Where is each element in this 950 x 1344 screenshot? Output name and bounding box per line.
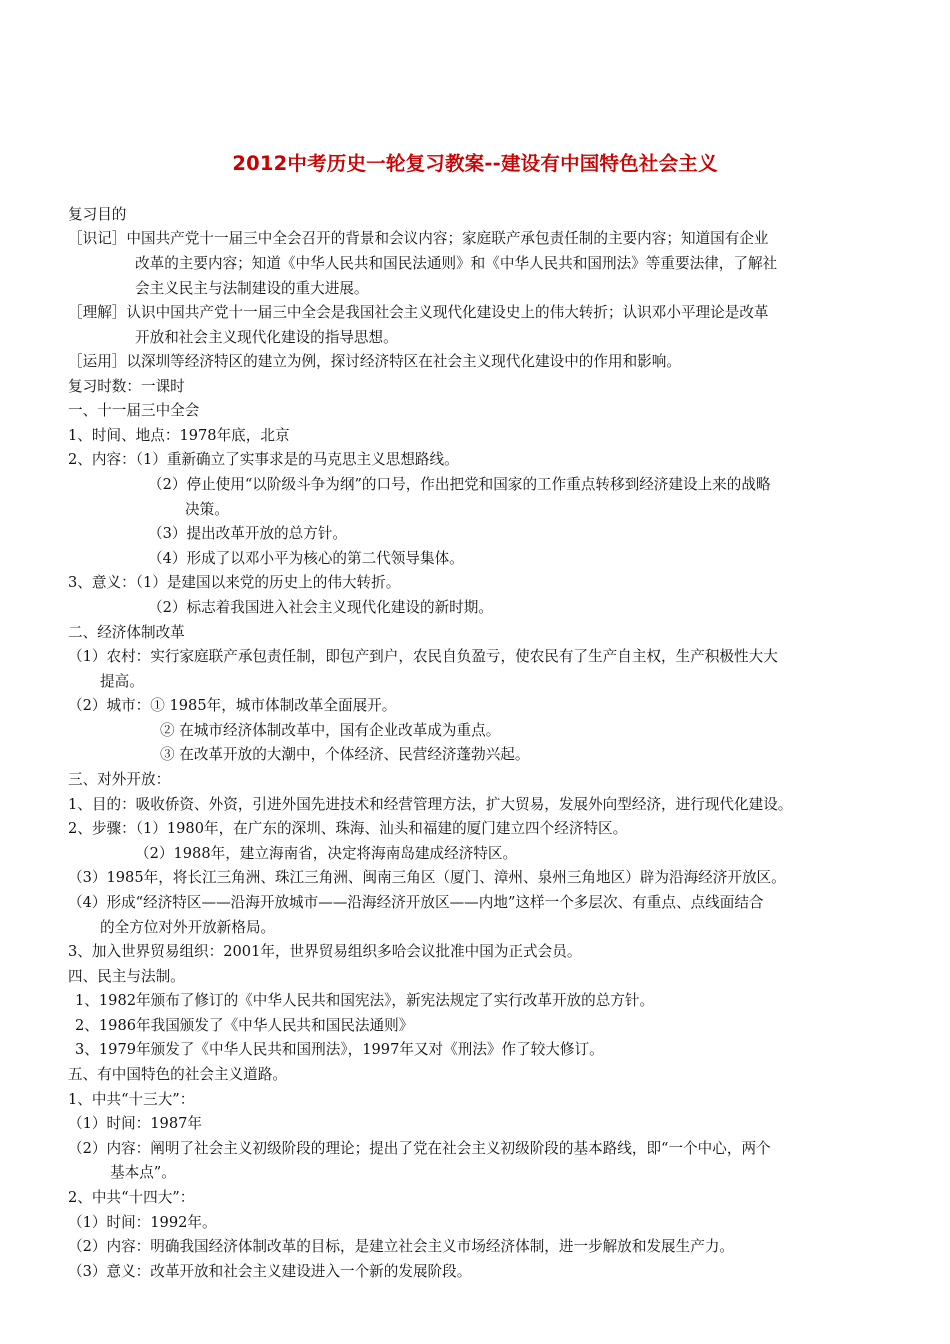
line-law-2: 2、1986年我国颁发了《中华人民共和国民法通则》 [75, 1017, 414, 1034]
line-opening-purpose: 1、目的：吸收侨资、外资，引进外国先进技术和经营管理方法，扩大贸易，发展外向型经济，进行现代化建设。 [68, 796, 793, 813]
line-wto: 3、加入世界贸易组织：2001年，世界贸易组织多哈会议批准中国为正式会员。 [68, 943, 582, 960]
section-heading-3: 三、对外开放： [68, 771, 171, 788]
line-memorize: ［识记］中国共产党十一届三中全会召开的背景和会议内容；家庭联产承包责任制的主要内容；知道国有企业 [68, 230, 769, 247]
line-steps-3: （3）1985年，将长江三角洲、珠江三角洲、闽南三角区（厦门、漳州、泉州三角地区）辟为沿海经济开放区。 [68, 869, 786, 886]
section-heading-5: 五、有中国特色的社会主义道路。 [68, 1066, 287, 1083]
line-apply: ［运用］以深圳等经济特区的建立为例，探讨经济特区在社会主义现代化建设中的作用和影响。 [68, 353, 681, 370]
line-13th-congress: 1、中共“十三大”： [68, 1091, 195, 1108]
line-time-place: 1、时间、地点：1978年底，北京 [68, 427, 290, 444]
line-urban-3: ③ 在改革开放的大潮中，个体经济、民营经济蓬勃兴起。 [160, 746, 530, 763]
line-urban-1: （2）城市：① 1985年，城市体制改革全面展开。 [68, 697, 397, 714]
line-review-purpose: 复习目的 [68, 206, 127, 223]
document-title: 2012中考历史一轮复习教案--建设有中国特色社会主义 [232, 152, 718, 175]
line-steps-4: （4）形成“经济特区——沿海开放城市——沿海经济开放区——内地”这样一个多层次、有重点、点线面结合 [68, 894, 764, 911]
line-13th-time: （1）时间：1987年 [68, 1115, 202, 1132]
line-significance-2: （2）标志着我国进入社会主义现代化建设的新时期。 [148, 599, 493, 616]
line-14th-significance: （3）意义：改革开放和社会主义建设进入一个新的发展阶段。 [68, 1263, 472, 1280]
line-content-4: （4）形成了以邓小平为核心的第二代领导集体。 [148, 550, 464, 567]
section-heading-1: 一、十一届三中全会 [68, 402, 200, 419]
line-rural-cont: 提高。 [100, 673, 144, 690]
section-heading-4: 四、民主与法制。 [68, 968, 185, 985]
line-13th-content-cont: 基本点”。 [110, 1164, 176, 1181]
line-understand: ［理解］认识中国共产党十一届三中全会是我国社会主义现代化建设史上的伟大转折；认识邓小平理论是改革 [68, 304, 769, 321]
line-steps-1: 2、步骤：（1）1980年，在广东的深圳、珠海、汕头和福建的厦门建立四个经济特区。 [68, 820, 628, 837]
line-memorize-cont2: 会主义民主与法制建设的重大进展。 [135, 280, 369, 297]
line-steps-4-cont: 的全方位对外开放新格局。 [100, 919, 276, 936]
line-urban-2: ② 在城市经济体制改革中，国有企业改革成为重点。 [160, 722, 501, 739]
line-14th-time: （1）时间：1992年。 [68, 1214, 217, 1231]
line-content-2: （2）停止使用“以阶级斗争为纲”的口号，作出把党和国家的工作重点转移到经济建设上来的战略 [148, 476, 771, 493]
line-14th-congress: 2、中共“十四大”： [68, 1189, 195, 1206]
section-heading-2: 二、经济体制改革 [68, 624, 185, 641]
line-steps-2: （2）1988年，建立海南省，决定将海南岛建成经济特区。 [135, 845, 518, 862]
line-content-1: 2、内容：（1）重新确立了实事求是的马克思主义思想路线。 [68, 451, 459, 468]
line-significance-1: 3、意义：（1）是建国以来党的历史上的伟大转折。 [68, 574, 401, 591]
line-13th-content: （2）内容：阐明了社会主义初级阶段的理论；提出了党在社会主义初级阶段的基本路线，即“一个中心，两个 [68, 1140, 771, 1157]
line-understand-cont: 开放和社会主义现代化建设的指导思想。 [135, 329, 398, 346]
line-law-3: 3、1979年颁发了《中华人民共和国刑法》，1997年又对《刑法》作了较大修订。 [75, 1041, 604, 1058]
line-14th-content: （2）内容：明确我国经济体制改革的目标，是建立社会主义市场经济体制，进一步解放和发展生产力。 [68, 1238, 735, 1255]
line-rural: （1）农村：实行家庭联产承包责任制，即包产到户，农民自负盈亏，使农民有了生产自主权，生产积极性大大 [68, 648, 778, 665]
line-review-hours: 复习时数：一课时 [68, 378, 185, 395]
line-memorize-cont1: 改革的主要内容；知道《中华人民共和国民法通则》和《中华人民共和国刑法》等重要法律，了解社 [135, 255, 778, 272]
line-law-1: 1、1982年颁布了修订的《中华人民共和国宪法》，新宪法规定了实行改革开放的总方针。 [75, 992, 655, 1009]
line-content-3: （3）提出改革开放的总方针。 [148, 525, 348, 542]
line-content-2-cont: 决策。 [185, 501, 229, 518]
